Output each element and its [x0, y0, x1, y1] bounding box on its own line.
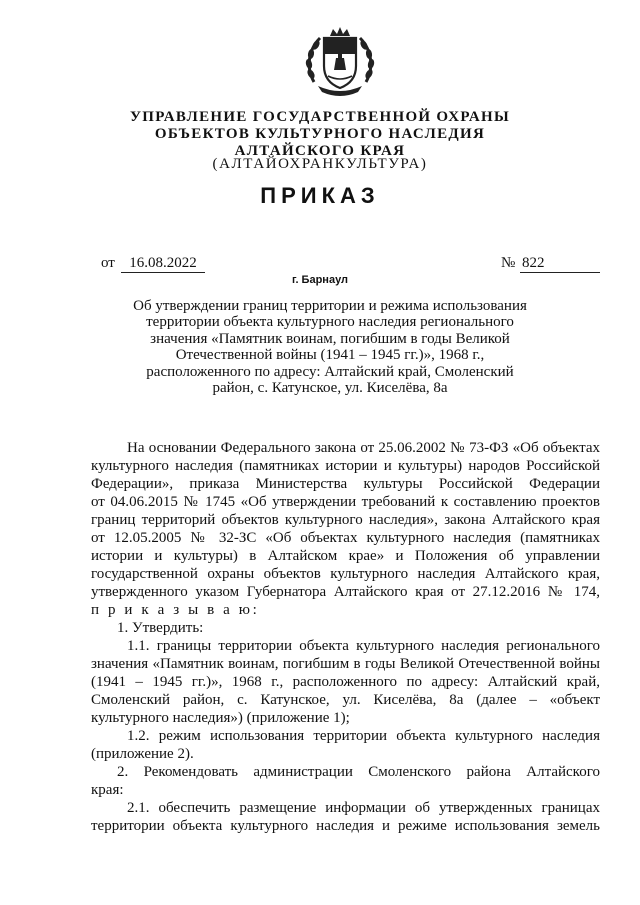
subject-line: территории объекта культурного наследия регионального: [146, 314, 514, 331]
body-line: утвержденного указом Губернатора Алтайского края от 27.12.2016 № 174,: [91, 584, 600, 600]
order-subject: [120, 298, 540, 396]
body-line: Смоленский район, с. Катунское, ул. Киселёва, 8а (далее – «объект: [91, 692, 600, 708]
body-line: 2. Рекомендовать администрации Смоленского района Алтайского: [117, 764, 600, 780]
body-line: 1.1. границы территории объекта культурного наследия регионального: [127, 638, 600, 654]
subject-line: расположенного по адресу: Алтайский край, Смоленский: [146, 363, 514, 380]
agency-name-line2: ОБЪЕКТОВ КУЛЬТУРНОГО НАСЛЕДИЯ: [154, 126, 486, 142]
agency-name-line1: УПРАВЛЕНИЕ ГОСУДАРСТВЕННОЙ ОХРАНЫ: [129, 109, 511, 125]
coat-of-arms-emblem: [300, 24, 380, 104]
number-prefix: №: [501, 255, 516, 271]
body-line: государственной охраны объектов культурного наследия Алтайского края,: [91, 566, 600, 582]
subject-line: значения «Памятник воинам, погибшим в годы Великой: [150, 330, 510, 347]
body-line: 1.2. режим использования территории объекта культурного наследия: [127, 728, 600, 744]
body-line: (1941 – 1945 гг.)», 1968 г., расположенного по адресу: Алтайский край,: [91, 674, 600, 690]
agency-name-line3: АЛТАЙСКОГО КРАЯ: [234, 143, 406, 159]
order-date: 16.08.2022: [121, 255, 205, 273]
city-name: г. Барнаул: [291, 274, 349, 286]
subject-line: район, с. Катунское, ул. Киселёва, 8а: [212, 380, 448, 397]
body-line: территории объекта культурного наследия и режиме использования земель: [91, 818, 600, 834]
subject-line: Отечественной войны (1941 – 1945 гг.)», 1968 г.,: [175, 347, 485, 364]
agency-abbreviation: (АЛТАЙОХРАНКУЛЬТУРА): [212, 156, 428, 172]
body-line: от 12.05.2005 № 32-ЗС «Об объектах культурного наследия (памятниках: [91, 530, 600, 546]
body-line: (приложение 2).: [91, 746, 194, 762]
body-line: границ территорий объектов культурного наследия», закона Алтайского края: [91, 512, 600, 528]
body-line: На основании Федерального закона от 25.06.2002 № 73-ФЗ «Об объектах: [127, 440, 600, 456]
body-line: культурного наследия (памятниках истории и культуры) народов Российской: [91, 458, 600, 474]
date-prefix: от: [101, 255, 115, 271]
body-line: Федерации», приказа Министерства культуры Российской Федерации: [91, 476, 600, 492]
body-line: культурного наследия») (приложение 1);: [91, 710, 350, 726]
body-line: 2.1. обеспечить размещение информации об утвержденных границах: [127, 800, 600, 816]
body-line: края:: [91, 782, 124, 798]
subject-line: Об утверждении границ территории и режима использования: [133, 298, 527, 314]
body-line: значения «Памятник воинам, погибшим в годы Великой Отечественной войны: [91, 656, 600, 672]
body-line: истории и культуры) в Алтайском крае» и Положения об управлении: [91, 548, 600, 564]
document-title: ПРИКАЗ: [260, 183, 380, 208]
order-number: 822: [520, 255, 600, 273]
body-line: 1. Утвердить:: [117, 620, 204, 636]
order-verb: п р и к а з ы в а ю:: [91, 602, 260, 618]
body-line: от 04.06.2015 № 1745 «Об утверждении требований к составлению проектов: [91, 494, 600, 510]
